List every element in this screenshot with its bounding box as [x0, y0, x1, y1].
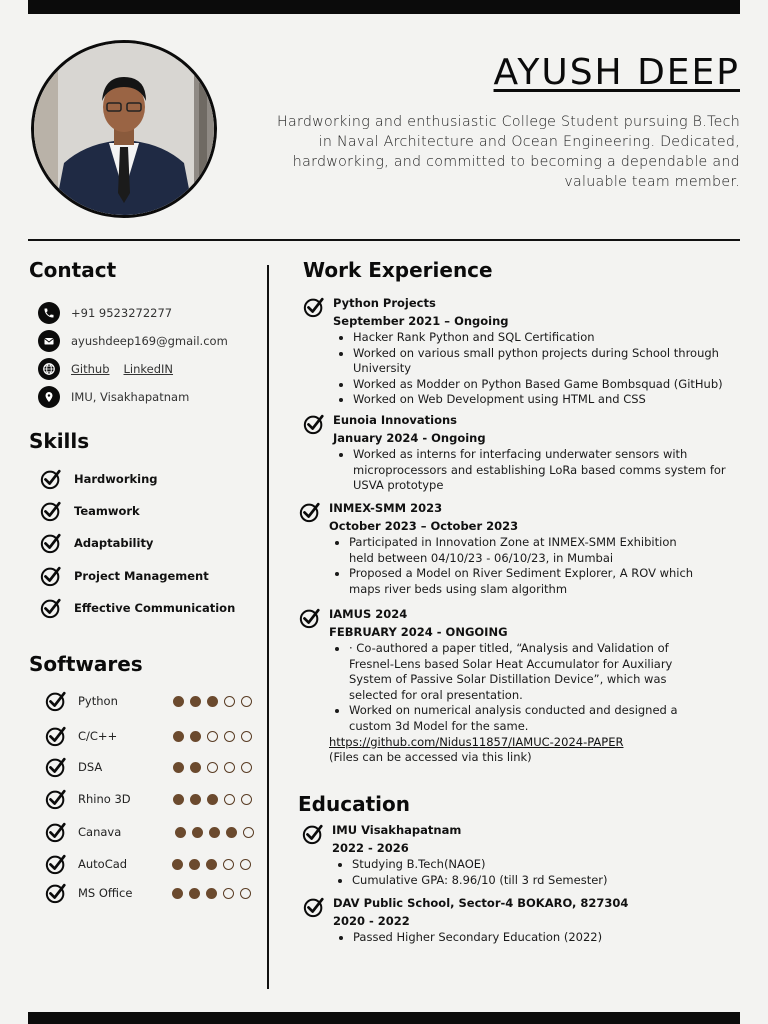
entry-title: Eunoia Innovations [333, 413, 458, 427]
skill-label: Teamwork [74, 504, 140, 518]
skill-item [40, 500, 140, 522]
phone-icon [38, 302, 60, 324]
rating-dot-empty [240, 859, 251, 870]
check-icon [299, 501, 321, 523]
check-icon [45, 690, 67, 712]
bullet: • Cumulative GPA: 8.96/10 (till 3 rd Semester) [352, 873, 752, 889]
check-icon [40, 597, 62, 619]
rating-dot-filled [206, 859, 217, 870]
rating-dot-filled [172, 859, 183, 870]
rating-dot-filled [226, 827, 237, 838]
rating-dot-filled [190, 731, 201, 742]
skill-item [40, 597, 235, 619]
check-icon [45, 788, 67, 810]
check-icon [40, 565, 62, 587]
contact-phone [38, 302, 172, 324]
bullet: • · Co-authored a paper titled, “Analysis and Validation of Fresnel-Lens based Solar Heat Accumulator for Auxiliary System of Passive Solar Distillation Device”, which was selected for oral presentation. [349, 641, 701, 703]
rating-dot-empty [224, 731, 235, 742]
entry-date: 2020 - 2022 [333, 914, 410, 928]
paper-link[interactable]: https://github.com/Nidus11857/IAMUC-2024-PAPER [329, 734, 624, 749]
rating-dot-empty [240, 888, 251, 899]
check-icon [299, 607, 321, 629]
bullet: • Proposed a Model on River Sediment Explorer, A ROV which maps river beds using slam algorithm [349, 566, 694, 597]
bullet: • Hacker Rank Python and SQL Certification [353, 330, 763, 346]
bullet: • Worked on Web Development using HTML and CSS [353, 392, 763, 408]
email-address: ayushdeep169@gmail.com [71, 334, 228, 348]
rating-dot-filled [189, 888, 200, 899]
rating-dot-filled [175, 827, 186, 838]
mail-icon [38, 330, 60, 352]
rating-dot-filled [207, 794, 218, 805]
bullet: • Worked as Modder on Python Based Game Bombsquad (GitHub) [353, 377, 763, 393]
rating-dot-empty [224, 762, 235, 773]
top-bar [28, 0, 740, 14]
entry-date: FEBRUARY 2024 - ONGOING [329, 625, 508, 639]
column-divider [267, 265, 269, 989]
rating-dot-empty [241, 762, 252, 773]
rating-dot-filled [173, 731, 184, 742]
rating-dot-empty [207, 762, 218, 773]
skill-rating [173, 696, 252, 707]
rating-dot-empty [241, 794, 252, 805]
header-divider [28, 239, 740, 241]
skill-rating [172, 859, 251, 870]
rating-dot-filled [189, 859, 200, 870]
check-icon [45, 725, 67, 747]
software-label: C/C++ [78, 729, 118, 743]
skill-rating [173, 794, 252, 805]
work-heading: Work Experience [303, 258, 493, 282]
skills-heading: Skills [29, 429, 90, 453]
entry-date: 2022 - 2026 [332, 841, 409, 855]
rating-dot-filled [192, 827, 203, 838]
software-label: DSA [78, 760, 103, 774]
check-icon [302, 823, 324, 845]
rating-dot-empty [224, 794, 235, 805]
check-icon [303, 296, 325, 318]
entry-title: DAV Public School, Sector-4 BOKARO, 827304 [333, 896, 629, 910]
entry-date: January 2024 - Ongoing [333, 431, 486, 445]
check-icon [303, 896, 325, 918]
skill-item [40, 468, 158, 490]
entry-title: INMEX-SMM 2023 [329, 501, 443, 515]
bullet: • Passed Higher Secondary Education (2022) [353, 930, 753, 946]
skill-rating [173, 762, 252, 773]
check-icon [40, 500, 62, 522]
linkedin-link[interactable]: LinkedIN [123, 362, 174, 376]
skill-item [40, 565, 209, 587]
skill-rating [172, 888, 251, 899]
skill-item [40, 532, 153, 554]
software-label: Canava [78, 825, 122, 839]
profile-summary: Hardworking and enthusiastic College Student pursuing B.Tech in Naval Architecture and Ocean Engineering. Dedicated, hardworking, and committed to becoming a dependable and valuable team member. [277, 114, 740, 190]
rating-dot-filled [173, 696, 184, 707]
contact-heading: Contact [29, 258, 117, 282]
entry-date: October 2023 – October 2023 [329, 519, 519, 533]
contact-location [38, 386, 189, 408]
check-icon [45, 756, 67, 778]
bullet: • Worked on numerical analysis conducted and designed a custom 3d Model for the same. [349, 703, 701, 734]
check-icon [40, 468, 62, 490]
bottom-bar [28, 1012, 740, 1024]
check-icon [303, 413, 325, 435]
rating-dot-empty [207, 731, 218, 742]
rating-dot-empty [224, 696, 235, 707]
check-icon [45, 853, 67, 875]
check-icon [40, 532, 62, 554]
skill-label: Project Management [74, 569, 209, 583]
skill-rating [175, 827, 254, 838]
rating-dot-filled [207, 696, 218, 707]
rating-dot-filled [209, 827, 220, 838]
entry-date: September 2021 – Ongoing [333, 314, 509, 328]
skill-rating [173, 731, 252, 742]
rating-dot-filled [190, 696, 201, 707]
rating-dot-filled [206, 888, 217, 899]
location-text: IMU, Visakhapatnam [71, 390, 190, 404]
rating-dot-empty [241, 696, 252, 707]
contact-links [38, 358, 187, 380]
rating-dot-filled [173, 762, 184, 773]
entry-title: IAMUS 2024 [329, 607, 408, 621]
softwares-heading: Softwares [29, 652, 143, 676]
contact-email [38, 330, 228, 352]
skill-label: Hardworking [74, 472, 158, 486]
bullet: • Worked on various small python projects during School through University [353, 346, 763, 377]
github-link[interactable]: Github [71, 362, 110, 376]
entry-title: IMU Visakhapatnam [332, 823, 462, 837]
skill-label: Effective Communication [74, 601, 236, 615]
rating-dot-empty [243, 827, 254, 838]
rating-dot-filled [190, 762, 201, 773]
rating-dot-filled [173, 794, 184, 805]
globe-icon [38, 358, 60, 380]
software-label: Rhino 3D [78, 792, 131, 806]
bullet: • Worked as interns for interfacing underwater sensors with microprocessors and establishing LoRa based comms system for USVA prototype [353, 447, 758, 494]
location-pin-icon [38, 386, 60, 408]
software-label: MS Office [78, 886, 133, 900]
software-label: AutoCad [78, 857, 128, 871]
rating-dot-empty [241, 731, 252, 742]
software-label: Python [78, 694, 118, 708]
rating-dot-filled [190, 794, 201, 805]
profile-photo [31, 40, 217, 218]
skill-label: Adaptability [74, 536, 154, 550]
phone-number: +91 9523272277 [71, 306, 173, 320]
link-note: (Files can be accessed via this link) [329, 750, 532, 765]
bullet: • Studying B.Tech(NAOE) [352, 857, 752, 873]
check-icon [45, 882, 67, 904]
rating-dot-empty [223, 859, 234, 870]
education-heading: Education [298, 792, 410, 816]
candidate-name: AYUSH DEEP [493, 52, 740, 93]
entry-title: Python Projects [333, 296, 436, 310]
rating-dot-empty [223, 888, 234, 899]
rating-dot-filled [172, 888, 183, 899]
bullet: • Participated in Innovation Zone at INMEX-SMM Exhibition held between 04/10/23 - 06/10/23, in Mumbai [349, 535, 694, 566]
check-icon [45, 821, 67, 843]
